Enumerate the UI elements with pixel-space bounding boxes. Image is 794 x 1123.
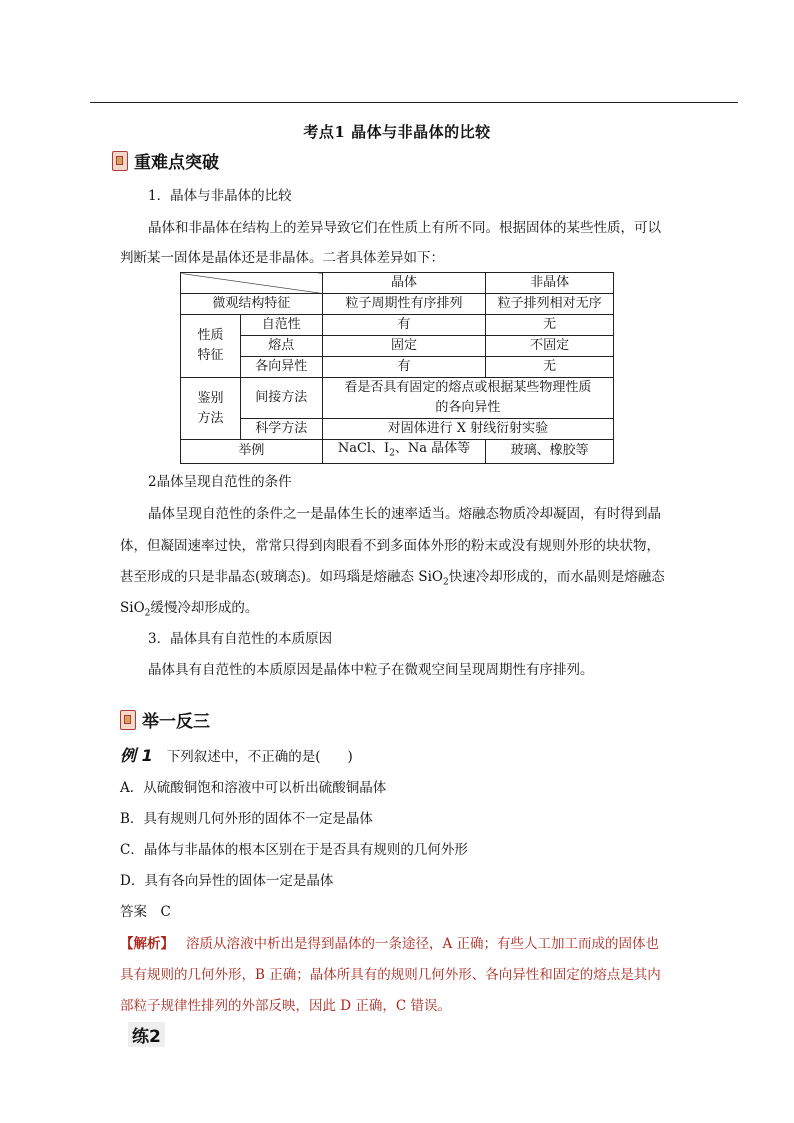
header-rule [90, 102, 738, 103]
table-cell: 熔点 [240, 336, 322, 357]
table-cell: 无 [486, 357, 614, 378]
option-b: B．具有规则几何外形的固体不一定是晶体 [120, 811, 373, 827]
table-header: 晶体 [322, 273, 486, 294]
comparison-table [180, 272, 614, 464]
analysis-tag: 【解析】 [120, 936, 174, 952]
table-cell: 粒子排列相对无序 [486, 294, 614, 315]
paragraph-line: SiO$_2$缓慢冷却形成的。 [120, 600, 259, 619]
paragraph-line: 体，但凝固速率过快，常常只得到肉眼看不到多面体外形的粉末或没有规则外形的块状物， [120, 538, 660, 554]
table-cell: 举例 [181, 440, 323, 464]
subheading-1: 1．晶体与非晶体的比较 [148, 188, 292, 204]
table-cell: 有 [322, 315, 486, 336]
bookmark-icon [112, 151, 128, 171]
table-cell: 对固体进行 X 射线衍射实验 [322, 419, 613, 440]
bookmark-icon [120, 710, 136, 730]
paragraph-line: 晶体和非晶体在结构上的差异导致它们在性质上有所不同。根据固体的某些性质，可以 [148, 220, 661, 236]
table-cell: 玻璃、橡胶等 [486, 440, 614, 464]
table-cell: 不固定 [486, 336, 614, 357]
section-heading-practice: 举一反三 [120, 707, 210, 732]
table-row [181, 273, 614, 294]
example-question: 例 1 下列叙述中，不正确的是( ) [120, 746, 353, 765]
paragraph-line: 晶体具有自范性的本质原因是晶体中粒子在微观空间呈现周期性有序排列。 [148, 662, 594, 678]
table-cell: 间接方法 [240, 378, 322, 419]
table-corner-cell [181, 273, 323, 294]
analysis-line: 【解析】 溶质从溶液中析出是得到晶体的一条途径，A 正确；有些人工加工而成的固体也 [120, 936, 660, 952]
table-cell: 固定 [322, 336, 486, 357]
subheading-3: 3．晶体具有自范性的本质原因 [148, 631, 333, 647]
table-row [181, 357, 614, 378]
section-heading-key-points: 重难点突破 [112, 148, 219, 173]
table-cell: 无 [486, 315, 614, 336]
analysis-line: 具有规则的几何外形，B 正确；晶体所具有的规则几何外形、各向异性和固定的熔点是其内 [120, 967, 661, 983]
table-cell: NaCl、$I_2$、Na 晶体等 [322, 440, 486, 464]
option-a: A．从硫酸铜饱和溶液中可以析出硫酸铜晶体 [120, 780, 387, 796]
page-title: 考点1 晶体与非晶体的比较 [303, 123, 491, 141]
paragraph-line: 晶体呈现自范性的条件之一是晶体生长的速率适当。熔融态物质冷却凝固，有时得到晶 [148, 506, 661, 522]
table-row [181, 315, 614, 336]
table-row [181, 419, 614, 440]
table-group-cell: 性质特征 [181, 315, 241, 378]
option-d: D．具有各向异性的固体一定是晶体 [120, 873, 334, 889]
table-row [181, 378, 614, 419]
table-cell: 有 [322, 357, 486, 378]
analysis-line: 部粒子规律性排列的外部反映，因此 D 正确，C 错误。 [120, 998, 452, 1014]
table-cell: 各向异性 [240, 357, 322, 378]
paragraph-line: 判断某一固体是晶体还是非晶体。二者具体差异如下： [120, 250, 444, 266]
table-header: 非晶体 [486, 273, 614, 294]
subheading-2: 2晶体呈现自范性的条件 [148, 474, 292, 490]
table-cell: 自范性 [240, 315, 322, 336]
option-c: C．晶体与非晶体的根本区别在于是否具有规则的几何外形 [120, 842, 468, 858]
table-row [181, 440, 614, 464]
table-cell: 科学方法 [240, 419, 322, 440]
table-row [181, 294, 614, 315]
paragraph-line: 甚至形成的只是非晶态(玻璃态)。如玛瑙是熔融态 SiO$_2$快速冷却形成的，而水晶则是熔融态 [120, 569, 665, 588]
table-group-cell: 鉴别方法 [181, 378, 241, 440]
answer-line: 答案 C [120, 904, 171, 920]
table-cell: 看是否具有固定的熔点或根据某些物理性质 的各向异性 [322, 378, 613, 419]
table-row [181, 336, 614, 357]
practice-tag: 练2 [128, 1022, 165, 1047]
example-tag: 例 1 [120, 746, 153, 765]
table-cell: 微观结构特征 [181, 294, 323, 315]
table-cell: 粒子周期性有序排列 [322, 294, 486, 315]
